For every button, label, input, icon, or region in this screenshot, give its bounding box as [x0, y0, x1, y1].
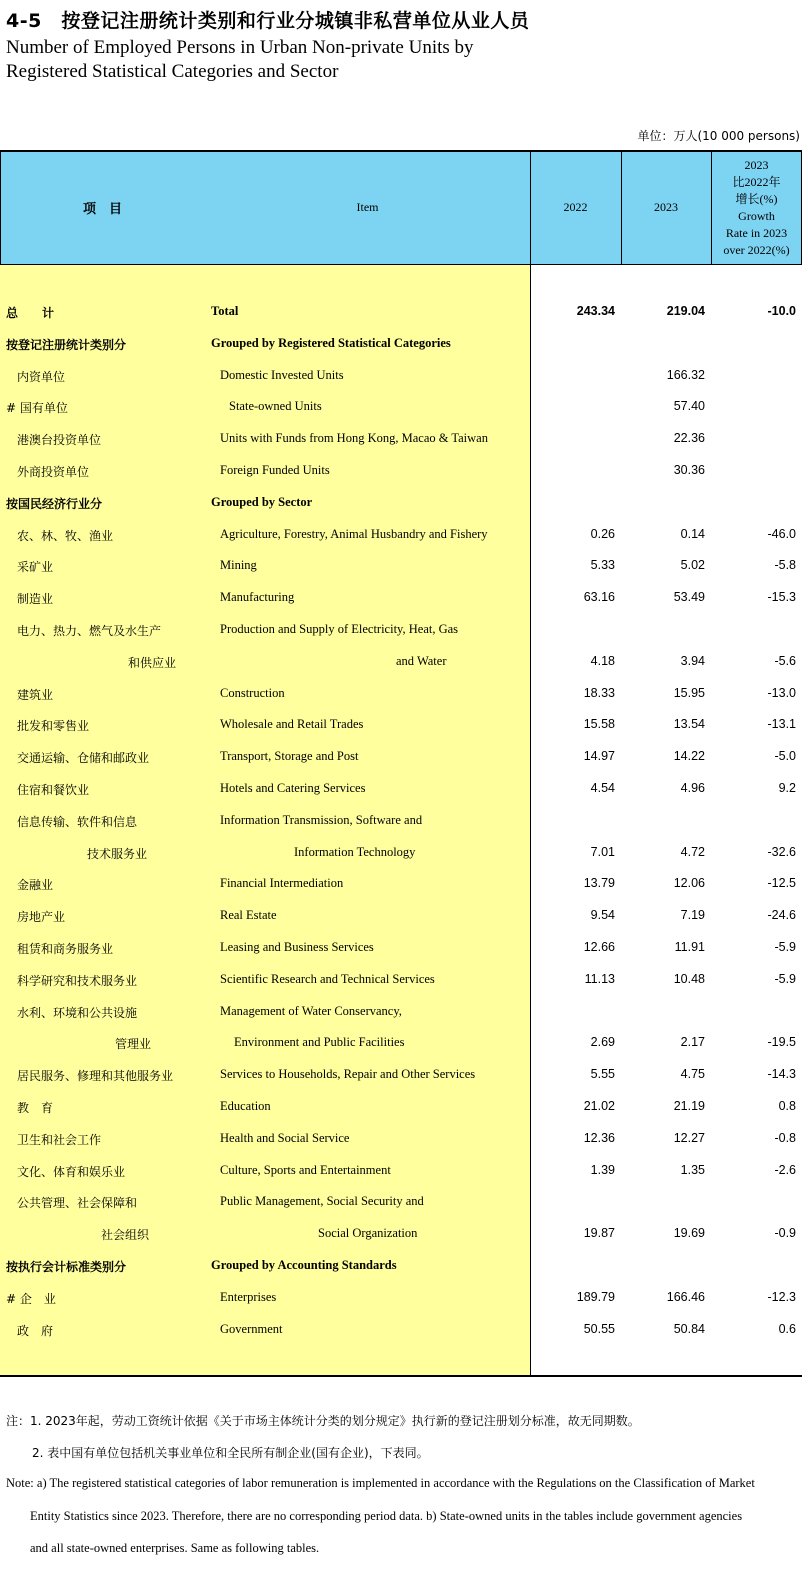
row-label-en: Education — [220, 1099, 271, 1113]
table-row — [0, 423, 802, 455]
row-label-en: Management of Water Conservancy, — [220, 1003, 402, 1018]
row-label-en: Mining — [220, 558, 257, 573]
row-label-cn: 房地产业 — [17, 910, 66, 925]
value-growth: -12.5 — [767, 876, 796, 891]
page-title-en-line2: Registered Statistical Categories and Sector — [6, 61, 339, 82]
value-2022: 15.58 — [583, 717, 615, 732]
row-label-en: Production and Supply of Electricity, Heat, Gas — [220, 622, 459, 636]
row-label-cn: 总 计 — [6, 306, 55, 320]
table-row — [0, 996, 802, 1028]
row-label-cn: 文化、体育和娱乐业 — [17, 1164, 126, 1179]
row-label-en: Manufacturing — [220, 590, 295, 605]
row-label-en: Information Transmission, Software and — [220, 812, 423, 827]
value-2022: 2.69 — [590, 1035, 615, 1050]
row-label-cn: 按国民经济行业分 — [6, 496, 103, 511]
row-label-cn: 外商投资单位 — [17, 465, 90, 479]
value-2023: 21.19 — [673, 1099, 705, 1113]
table-row — [0, 1218, 802, 1250]
value-2022: 243.34 — [576, 304, 615, 318]
row-label-en: Real Estate — [220, 908, 277, 923]
value-2022: 12.66 — [583, 940, 615, 954]
value-2023: 7.19 — [680, 908, 705, 923]
note-cn-2: 2. 表中国有单位包括机关事业单位和全民所有制企业(国有企业)，下表同。 — [32, 1446, 429, 1460]
table-row — [0, 550, 802, 582]
value-2023: 5.02 — [680, 558, 705, 573]
row-label-cn: 社会组织 — [101, 1228, 150, 1243]
note-en-2: Entity Statistics since 2023. Therefore, there are no corresponding period data. b) State-owned units in the tables include government agencies — [30, 1509, 743, 1523]
value-2022: 50.55 — [583, 1321, 615, 1336]
value-2023: 4.72 — [680, 844, 705, 859]
value-growth: -12.3 — [767, 1289, 796, 1304]
table-row — [0, 900, 802, 932]
table-row — [0, 1123, 802, 1155]
row-label-en: Environment and Public Facilities — [234, 1035, 405, 1050]
row-label-en: Enterprises — [220, 1289, 277, 1304]
value-growth: -19.5 — [767, 1035, 796, 1050]
row-label-en: Scientific Research and Technical Services — [220, 971, 435, 986]
value-2022: 4.18 — [590, 653, 615, 668]
value-growth: -5.9 — [774, 940, 796, 954]
page-title-en — [6, 36, 474, 84]
value-2023: 0.14 — [680, 526, 705, 541]
header-growth-line: Growth — [738, 208, 775, 223]
row-label-en: Agriculture, Forestry, Animal Husbandry and Fishery — [220, 526, 488, 541]
note-en-3: and all state-owned enterprises. Same as following tables. — [30, 1541, 320, 1555]
row-label-en: Domestic Invested Units — [220, 367, 344, 382]
value-2022: 14.97 — [583, 749, 615, 764]
value-2023: 219.04 — [666, 304, 705, 318]
value-growth: -0.8 — [774, 1130, 796, 1145]
note-en-1: Note: a) The registered statistical categories of labor remuneration is implemented in accordance with the Regulations on the Classification of Market — [6, 1476, 755, 1490]
row-label-cn: 交通运输、仓储和邮政业 — [17, 751, 150, 766]
value-2022: 13.79 — [583, 876, 615, 891]
data-table — [0, 150, 802, 1377]
value-growth: 9.2 — [778, 781, 796, 795]
value-2023: 1.35 — [680, 1162, 705, 1177]
page-title-en-line1: Number of Employed Persons in Urban Non-private Units by — [6, 37, 474, 58]
value-growth: -10.0 — [767, 304, 796, 318]
row-label-en: Foreign Funded Units — [220, 463, 330, 477]
table-row — [0, 805, 802, 837]
value-growth: -24.6 — [767, 908, 796, 923]
row-label-cn: 采矿业 — [17, 560, 54, 575]
table-row — [0, 709, 802, 741]
row-label-en: Social Organization — [318, 1226, 418, 1241]
row-label-cn: 技术服务业 — [87, 846, 148, 861]
row-label-en: Government — [220, 1321, 283, 1336]
value-2023: 13.54 — [673, 717, 705, 732]
row-label-cn: # 企 业 — [6, 1291, 56, 1306]
value-growth: -5.8 — [774, 558, 796, 573]
value-2022: 19.87 — [583, 1226, 615, 1241]
header-item-cn: 项 目 — [82, 202, 122, 217]
table-row — [0, 1059, 802, 1091]
row-label-en: Grouped by Registered Statistical Categories — [211, 335, 451, 350]
value-2023: 12.27 — [673, 1130, 705, 1145]
table-row — [0, 1186, 802, 1218]
value-2023: 10.48 — [673, 971, 705, 986]
row-label-cn: 教 育 — [17, 1101, 54, 1115]
header-growth-line: over 2022(%) — [723, 242, 790, 257]
table-row — [0, 360, 802, 392]
value-growth: -5.0 — [774, 749, 796, 764]
value-growth: -5.6 — [774, 653, 796, 668]
value-2023: 14.22 — [673, 749, 705, 764]
header-2023: 2023 — [654, 200, 678, 214]
value-growth: -2.6 — [774, 1162, 796, 1177]
table-row — [0, 868, 802, 900]
value-2023: 166.46 — [666, 1289, 705, 1304]
value-growth: -32.6 — [767, 844, 796, 859]
table-row — [0, 741, 802, 773]
table-row — [0, 1282, 802, 1314]
table-row — [0, 391, 802, 423]
header-item-en: Item — [356, 200, 379, 214]
table-bottom-rule — [0, 1375, 802, 1377]
value-2022: 5.55 — [590, 1067, 615, 1082]
value-growth: -0.9 — [774, 1226, 796, 1241]
table-row — [0, 1091, 802, 1123]
row-label-cn: 按执行会计标准类别分 — [6, 1260, 127, 1274]
value-2022: 5.33 — [590, 558, 615, 573]
row-label-cn: 电力、热力、燃气及水生产 — [17, 624, 162, 638]
row-label-cn: 管理业 — [115, 1037, 152, 1052]
header-growth-line: 比2022年 — [732, 174, 781, 189]
row-label-en: Leasing and Business Services — [220, 940, 374, 954]
row-label-en: Services to Households, Repair and Other Services — [220, 1067, 476, 1082]
value-2022: 4.54 — [590, 781, 615, 795]
table-row — [0, 646, 802, 678]
row-label-en: Grouped by Accounting Standards — [211, 1258, 397, 1272]
row-label-cn: 信息传输、软件和信息 — [17, 814, 138, 829]
row-label-en: Units with Funds from Hong Kong, Macao & Taiwan — [220, 431, 488, 446]
row-label-en: Total — [211, 304, 239, 318]
value-growth: 0.8 — [778, 1099, 796, 1113]
value-2023: 30.36 — [673, 463, 705, 477]
row-label-cn: 港澳台投资单位 — [17, 433, 102, 448]
value-growth: -5.9 — [774, 971, 796, 986]
value-2022: 189.79 — [576, 1289, 615, 1304]
value-2023: 4.75 — [680, 1067, 705, 1082]
value-2022: 1.39 — [590, 1162, 615, 1177]
table-row — [0, 1155, 802, 1187]
row-label-cn: 居民服务、修理和其他服务业 — [17, 1069, 174, 1084]
note-cn-1: 注：1. 2023年起，劳动工资统计依据《关于市场主体统计分类的划分规定》执行新的登记注册划分标准，故无同期数。 — [6, 1414, 640, 1428]
row-label-cn: 公共管理、社会保障和 — [17, 1196, 138, 1211]
row-label-en: Financial Intermediation — [220, 876, 344, 891]
row-label-en: Culture, Sports and Entertainment — [220, 1162, 391, 1177]
table-row — [0, 964, 802, 996]
table-row — [0, 487, 802, 519]
value-2023: 15.95 — [673, 685, 705, 700]
row-label-cn: 建筑业 — [17, 687, 54, 702]
row-label-en: Grouped by Sector — [211, 494, 313, 509]
table-row — [0, 932, 802, 964]
table-row — [0, 837, 802, 869]
row-label-en: Health and Social Service — [220, 1130, 350, 1145]
table-row — [0, 519, 802, 551]
row-label-cn: 和供应业 — [128, 655, 177, 670]
value-2022: 18.33 — [583, 685, 615, 700]
value-growth: -13.1 — [767, 717, 796, 732]
row-label-cn: 住宿和餐饮业 — [17, 783, 90, 797]
value-2023: 50.84 — [673, 1321, 705, 1336]
value-2023: 19.69 — [673, 1226, 705, 1241]
table-row — [0, 773, 802, 805]
table-row — [0, 678, 802, 710]
row-label-cn: 批发和零售业 — [17, 719, 90, 734]
value-2023: 166.32 — [666, 367, 705, 382]
row-label-cn: 政 府 — [17, 1323, 54, 1338]
table-row — [0, 582, 802, 614]
value-growth: -13.0 — [767, 685, 796, 700]
row-label-en: Wholesale and Retail Trades — [220, 717, 364, 732]
value-growth: -15.3 — [767, 590, 796, 605]
value-2022: 0.26 — [590, 526, 615, 541]
unit-label: 单位：万人(10 000 persons) — [637, 129, 800, 143]
value-2023: 12.06 — [673, 876, 705, 891]
row-label-en: and Water — [396, 653, 447, 668]
value-2023: 11.91 — [674, 940, 705, 954]
row-label-cn: # 国有单位 — [6, 401, 68, 416]
value-growth: -46.0 — [767, 526, 796, 541]
row-label-en: State-owned Units — [229, 399, 322, 414]
row-label-cn: 租赁和商务服务业 — [17, 942, 114, 956]
header-growth-line: Rate in 2023 — [725, 225, 788, 240]
value-2022: 9.54 — [590, 908, 615, 923]
table-row — [0, 328, 802, 360]
row-label-en: Transport, Storage and Post — [220, 749, 359, 764]
row-label-cn: 科学研究和技术服务业 — [17, 973, 138, 988]
value-2023: 22.36 — [673, 431, 705, 446]
value-2023: 2.17 — [680, 1035, 705, 1050]
row-label-cn: 卫生和社会工作 — [17, 1132, 102, 1147]
row-label-en: Construction — [220, 685, 285, 700]
header-growth-line: 2023 — [744, 157, 769, 172]
row-label-cn: 内资单位 — [17, 369, 66, 384]
row-label-en: Public Management, Social Security and — [220, 1194, 424, 1209]
value-growth: -14.3 — [767, 1067, 796, 1082]
row-label-en: Hotels and Catering Services — [220, 781, 366, 795]
table-row — [0, 1314, 802, 1346]
value-2022: 11.13 — [584, 971, 615, 986]
table-row — [0, 296, 802, 328]
value-2023: 4.96 — [680, 781, 705, 795]
value-2023: 57.40 — [673, 399, 705, 414]
page-title-cn: 4-5 按登记注册统计类别和行业分城镇非私营单位从业人员 — [6, 10, 530, 32]
header-2022: 2022 — [563, 200, 588, 214]
row-label-cn: 按登记注册统计类别分 — [6, 337, 127, 352]
row-label-cn: 农、林、牧、渔业 — [17, 528, 114, 543]
value-2022: 7.01 — [590, 844, 615, 859]
header-growth-line: 增长(%) — [735, 191, 778, 206]
row-label-cn: 制造业 — [17, 592, 54, 607]
value-2023: 3.94 — [680, 653, 705, 668]
table-row — [0, 614, 802, 646]
value-2022: 12.36 — [583, 1130, 615, 1145]
value-2022: 21.02 — [583, 1099, 615, 1113]
value-2022: 63.16 — [583, 590, 615, 605]
table-row — [0, 1027, 802, 1059]
row-label-cn: 金融业 — [17, 878, 54, 893]
table-row — [0, 455, 802, 487]
table-row — [0, 1250, 802, 1282]
value-growth: 0.6 — [778, 1321, 796, 1336]
value-2023: 53.49 — [673, 590, 705, 605]
row-label-en: Information Technology — [294, 844, 416, 859]
row-label-cn: 水利、环境和公共设施 — [17, 1005, 138, 1020]
header-growth — [711, 150, 802, 265]
